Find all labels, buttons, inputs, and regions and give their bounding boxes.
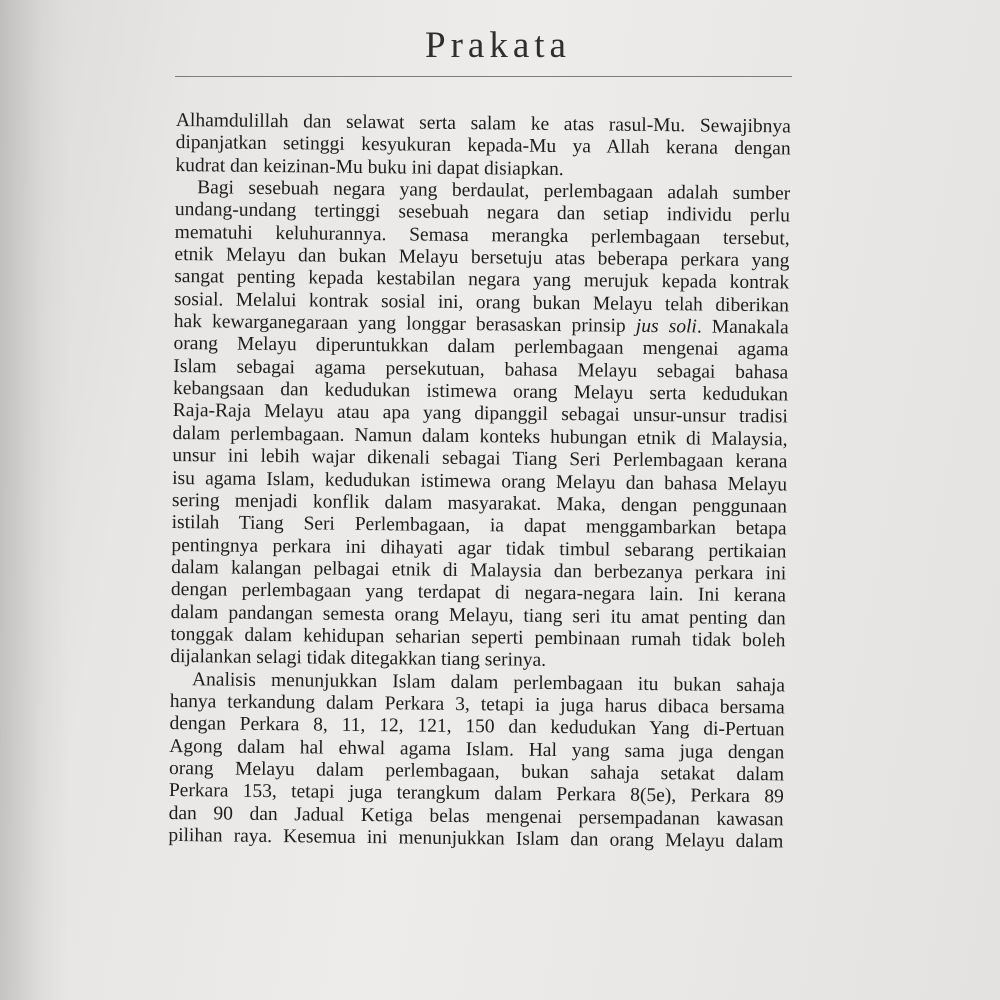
text-line: kudrat dan keizinan-Mu buku ini dapat disiapkan. — [175, 154, 564, 180]
text-line: dalam pandangan semesta orang Melayu, tiang seri itu amat penting dan — [170, 601, 786, 629]
text-line: dengan perlembagaan yang terdapat di negara-negara lain. Ini kerana — [170, 579, 787, 607]
text-line: dalam perlembagaan. Namun dalam konteks hubungan etnik di Malaysia, — [172, 422, 788, 451]
text-segment: hak kewarganegaraan yang longgar berasaskan prinsip — [173, 311, 636, 337]
text-line: dengan Perkara 8, 11, 12, 121, 150 dan kedudukan Yang di-Pertuan — [169, 713, 785, 741]
paragraph-2 — [170, 177, 790, 675]
heading-rule — [175, 76, 792, 77]
text-line: etnik Melayu dan bukan Melayu bersetuju atas beberapa perkara yang — [174, 244, 790, 272]
text-line: Islam sebagai agama persekutuan, bahasa Melayu sebagai bahasa — [173, 355, 789, 384]
paragraph-3 — [168, 669, 785, 854]
text-line: undang-undang tertinggi sesebuah negara dan setiap individu perlu — [174, 199, 791, 227]
page-heading: Prakata — [425, 25, 571, 66]
body-text — [168, 110, 791, 854]
text-line: tonggak dalam kehidupan seharian seperti pembinaan rumah tidak boleh — [170, 623, 786, 652]
text-line: dijalankan selagi tidak ditegakkan tiang serinya. — [170, 646, 547, 672]
binding-shadow — [0, 0, 70, 1000]
text-line: orang Melayu diperuntukkan dalam perlembagaan mengenai agama — [173, 333, 789, 361]
paragraph-1 — [175, 110, 791, 183]
text-line: pentingnya perkara ini dihayati agar tidak timbul sebarang pertikaian — [171, 534, 787, 562]
text-line: Alhamdulillah dan selawat serta salam ke atas rasul-Mu. Sewajibnya — [175, 110, 791, 138]
text-line: unsur ini lebih wajar dikenali sebagai Tiang Seri Perlembagaan kerana — [172, 445, 788, 473]
text-line: Perkara 153, tetapi juga terangkum dalam Perkara 8(5e), Perkara 89 — [168, 780, 784, 808]
text-line: dalam kalangan pelbagai etnik di Malaysia dan berbezanya perkara ini — [171, 556, 787, 585]
text-line: orang Melayu dalam perlembagaan, bukan sahaja setakat dalam — [168, 757, 785, 786]
text-line: kebangsaan dan kedudukan istimewa orang Melayu serta kedudukan — [172, 378, 789, 406]
text-line: sering menjadi konflik dalam masyarakat. Maka, dengan penggunaan — [171, 489, 787, 518]
text-line: dipanjatkan setinggi kesyukuran kepada-Mu ya Allah kerana dengan — [175, 132, 791, 160]
italic-term: jus soli — [635, 315, 697, 338]
text-line: hanya terkandung dalam Perkara 3, tetapi ia juga harus dibaca bersama — [169, 690, 785, 719]
text-line: sosial. Melalui kontrak sosial ini, orang bukan Melayu telah diberikan — [173, 288, 790, 317]
text-line: Raja-Raja Melayu atau apa yang dipanggil sebagai unsur-unsur tradisi — [172, 400, 788, 428]
text-line: Bagi sesebuah negara yang berdaulat, perlembagaan adalah sumber — [197, 177, 791, 205]
text-line: istilah Tiang Seri Perlembagaan, ia dapat menggambarkan betapa — [171, 512, 787, 540]
text-line: sangat penting kepada kestabilan negara yang merujuk kepada kontrak — [174, 266, 790, 294]
text-segment: . Manakala — [696, 316, 789, 339]
text-line: Analisis menunjukkan Islam dalam perlembagaan itu bukan sahaja — [191, 668, 786, 697]
text-line: mematuhi keluhurannya. Semasa merangka perlembagaan tersebut, — [174, 221, 790, 250]
text-line: dan 90 dan Jadual Ketiga belas mengenai persempadanan kawasan — [168, 802, 784, 831]
text-line: Agong dalam hal ehwal agama Islam. Hal yang sama juga dengan — [169, 735, 785, 764]
text-line: pilihan raya. Kesemua ini menunjukkan Islam dan orang Melayu dalam — [168, 824, 784, 853]
text-line: isu agama Islam, kedudukan istimewa orang Melayu dan bahasa Melayu — [172, 467, 788, 495]
